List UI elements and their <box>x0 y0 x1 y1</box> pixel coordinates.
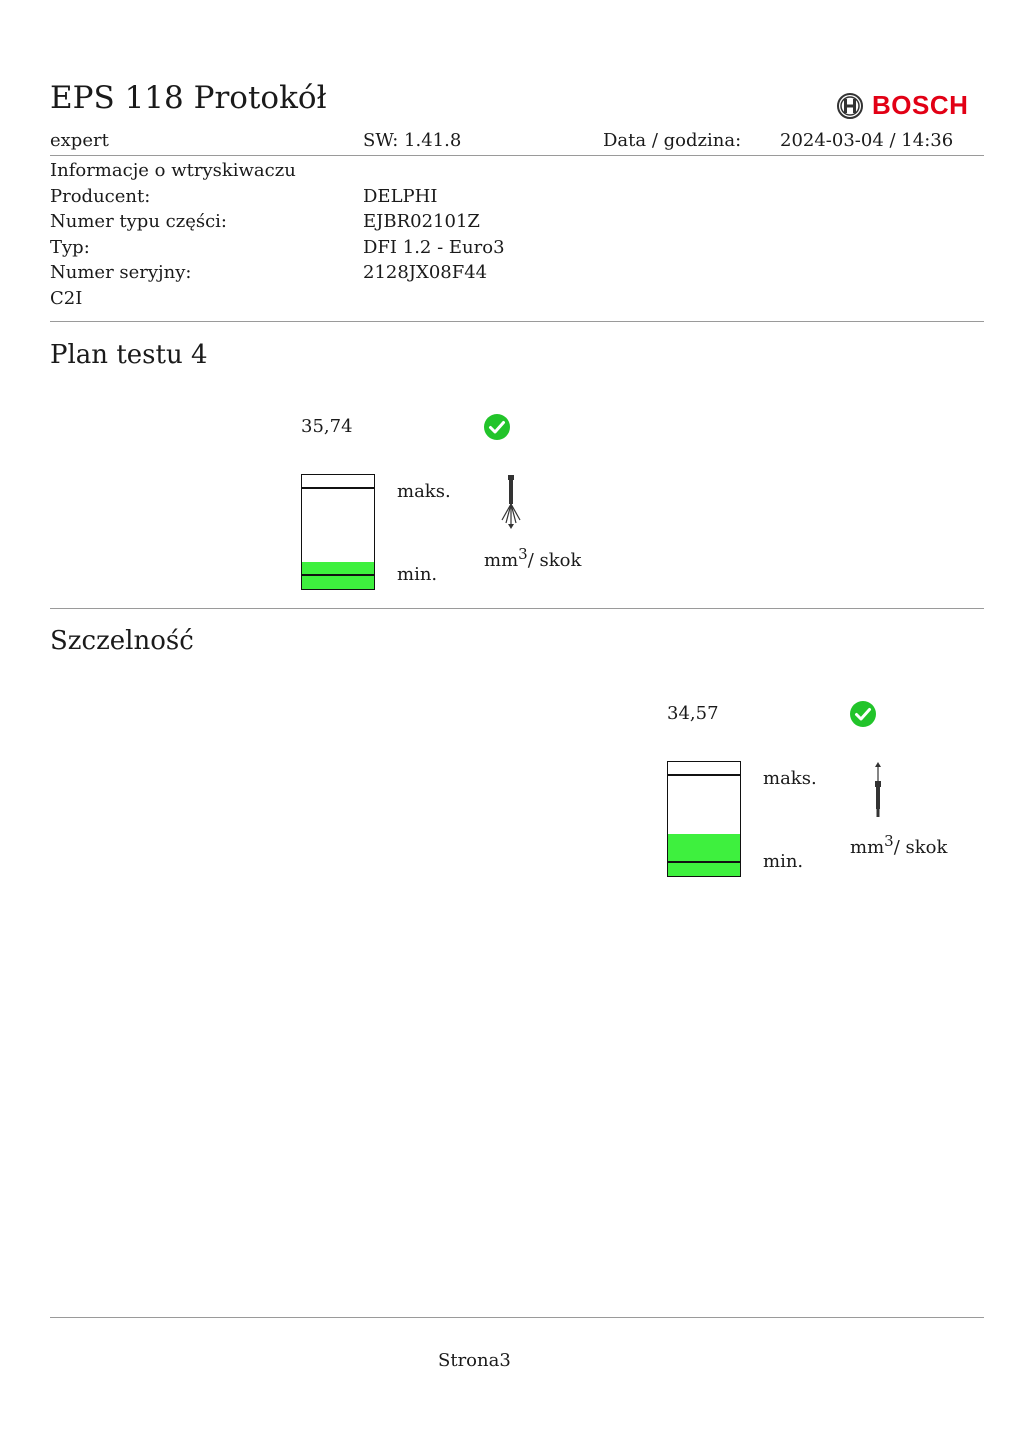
unit-sup: 3 <box>884 832 894 850</box>
status-ok-icon <box>849 700 877 728</box>
level-gauge <box>301 474 375 590</box>
info-value: 2128JX08F44 <box>363 262 488 283</box>
level-gauge <box>667 761 741 877</box>
info-value: DELPHI <box>363 186 438 207</box>
gauge-fill <box>668 834 740 876</box>
gauge-min-line <box>302 574 374 576</box>
info-label: Typ: <box>50 237 90 258</box>
footer-divider <box>50 1317 984 1318</box>
section-divider <box>50 608 984 609</box>
min-label: min. <box>763 851 804 872</box>
bosch-logo <box>836 90 968 121</box>
max-label: maks. <box>763 768 817 789</box>
min-label: min. <box>397 564 438 585</box>
info-value: EJBR02101Z <box>363 211 480 232</box>
unit-rest: / skok <box>527 550 582 571</box>
max-label: maks. <box>397 481 451 502</box>
bosch-armature-icon <box>836 92 864 120</box>
test-value: 34,57 <box>667 703 719 724</box>
unit-rest: / skok <box>893 837 948 858</box>
software-version: SW: 1.41.8 <box>363 130 462 151</box>
info-label: Producent: <box>50 186 151 207</box>
gauge-max-line <box>668 774 740 776</box>
unit-base: mm <box>850 837 885 858</box>
info-label: Numer typu części: <box>50 211 227 232</box>
injector-spray-icon <box>497 474 525 532</box>
unit-base: mm <box>484 550 519 571</box>
status-ok-icon <box>483 413 511 441</box>
user-label: expert <box>50 130 109 151</box>
brand-name: BOSCH <box>872 90 969 120</box>
info-value: DFI 1.2 - Euro3 <box>363 237 505 258</box>
document-title: EPS 118 Protokół <box>50 80 327 116</box>
datetime-label: Data / godzina: <box>603 130 742 151</box>
info-label: Numer seryjny: <box>50 262 192 283</box>
datetime-value: 2024-03-04 / 14:36 <box>780 130 954 151</box>
info-extra: C2I <box>50 288 83 309</box>
test-title: Plan testu 4 <box>50 340 208 370</box>
unit-label <box>850 832 947 858</box>
unit-label <box>484 545 581 571</box>
section-divider <box>50 321 984 322</box>
gauge-min-line <box>668 861 740 863</box>
injector-leak-icon <box>864 761 892 821</box>
gauge-max-line <box>302 487 374 489</box>
page-number: Strona3 <box>438 1350 511 1371</box>
unit-sup: 3 <box>518 545 528 563</box>
test-title: Szczelność <box>50 626 194 656</box>
injector-info-title: Informacje o wtryskiwaczu <box>50 160 296 181</box>
header-divider <box>50 155 984 156</box>
test-value: 35,74 <box>301 416 353 437</box>
